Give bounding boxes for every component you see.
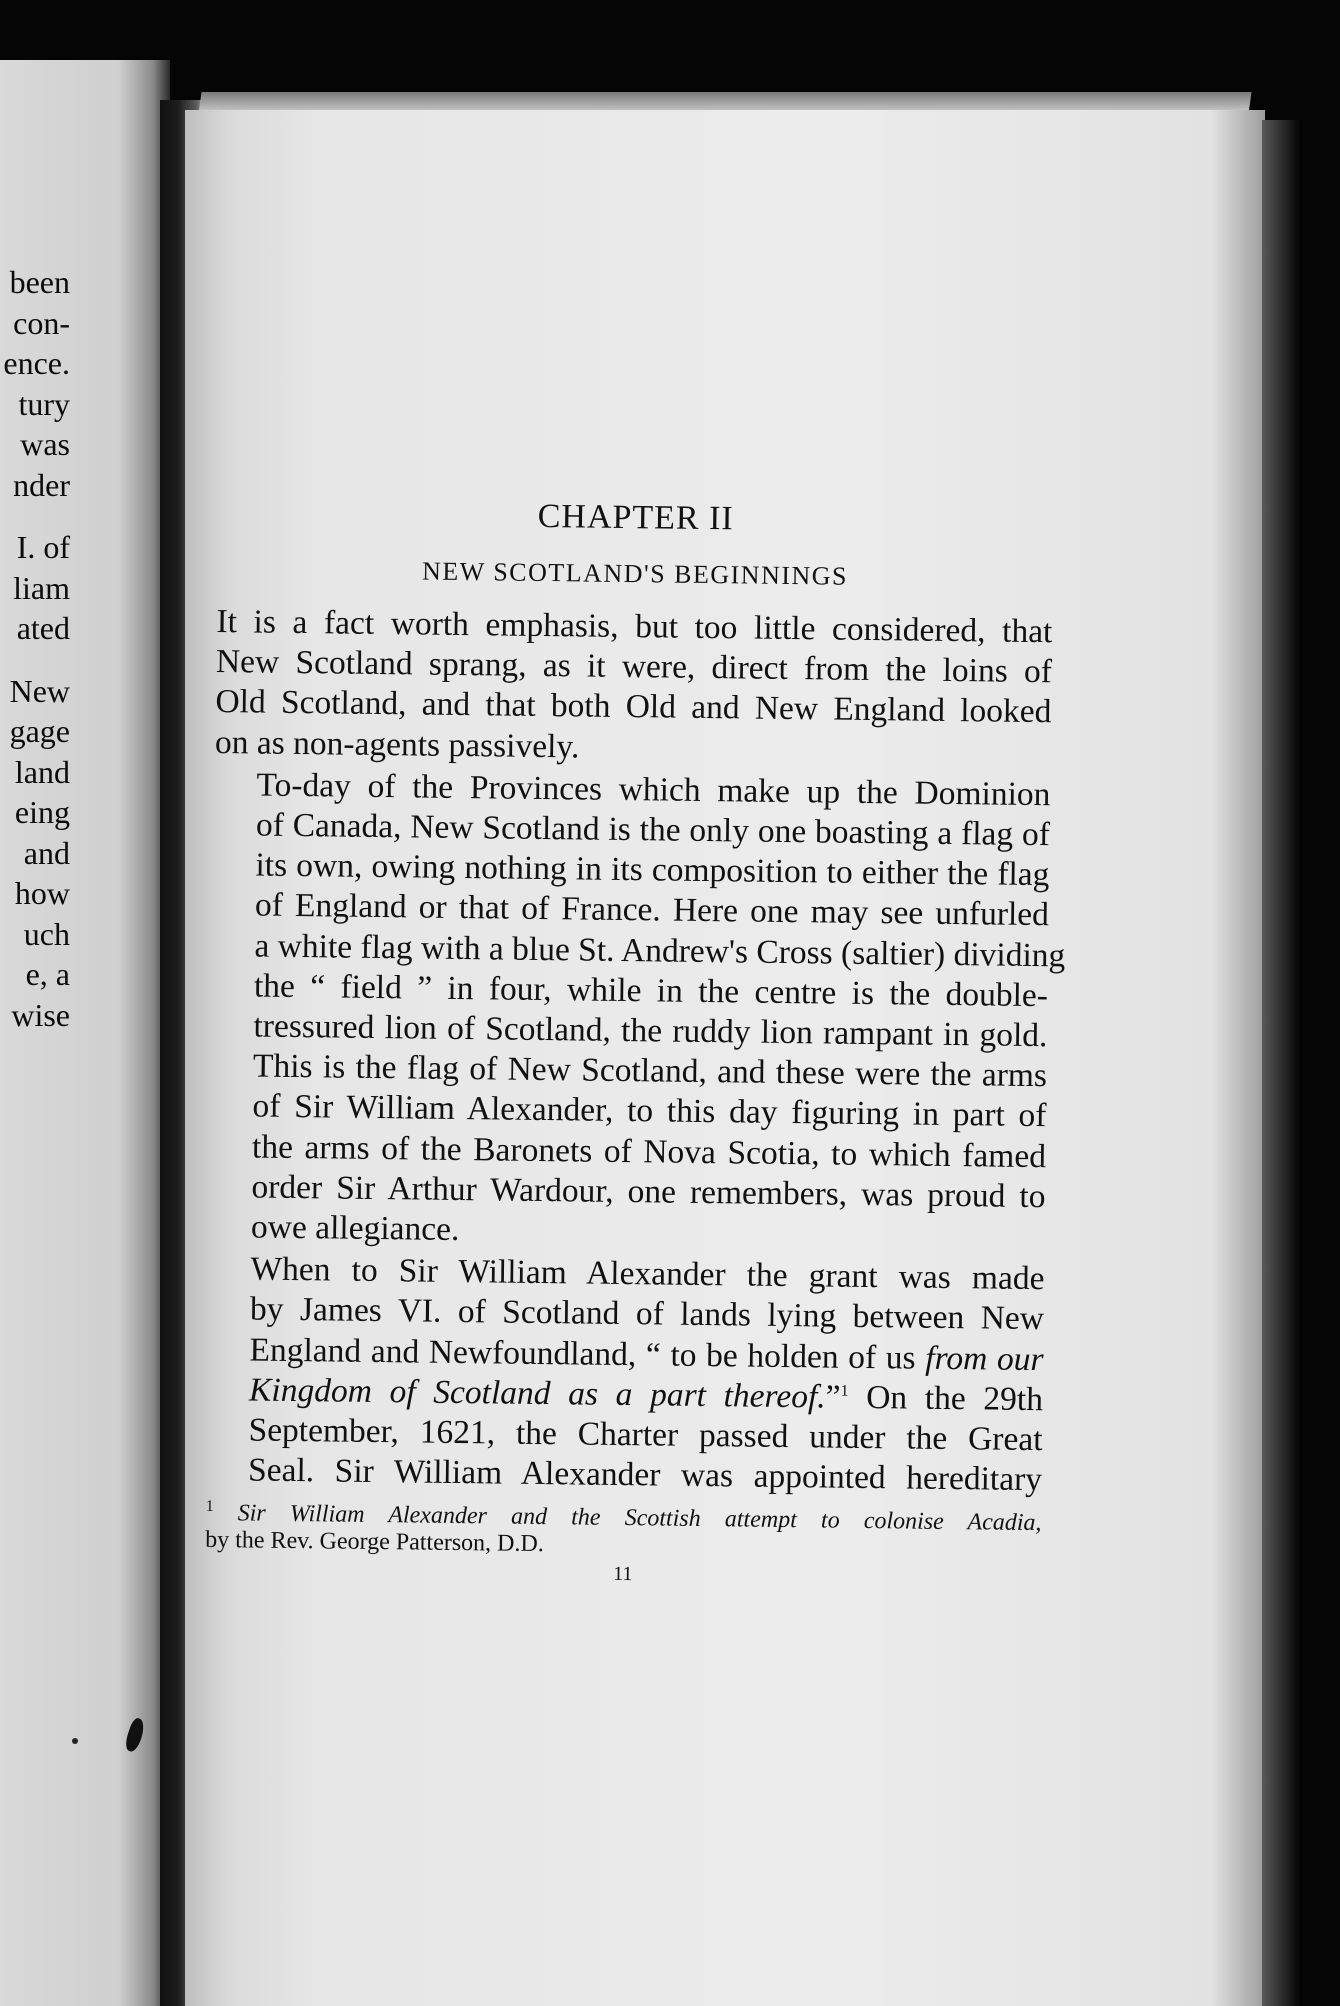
text-line: of Canada, New Scotland is the only one boasting a flag of: [255, 806, 1051, 854]
text-line: Old Scotland, and that both Old and New England looked: [215, 683, 1052, 731]
left-line: land: [14, 753, 70, 790]
left-line: New: [9, 672, 70, 709]
text-line: order Sir Arthur Wardour, one remembers, was proud to: [251, 1168, 1046, 1216]
chapter-title: CHAPTER II: [537, 497, 734, 538]
left-line-gap: [0, 505, 70, 527]
text-line: owe allegiance.: [250, 1208, 460, 1249]
left-line: been: [9, 264, 70, 300]
text-line: September, 1621, the Charter passed under the Great: [248, 1411, 1043, 1459]
page-content: [205, 494, 1066, 1592]
italic-fragment: from our: [925, 1339, 1044, 1378]
footnote-title: Sir William Alexander and the Scottish attempt to colonise Acadia,: [237, 1500, 1042, 1537]
text-line: Seal. Sir William Alexander was appointed hereditary: [247, 1451, 1043, 1499]
paragraph-2: [209, 765, 1066, 1258]
footnote-marker: 1: [205, 1498, 214, 1516]
text-line: tressured lion of Scotland, the ruddy lion rampant in gold.: [253, 1007, 1048, 1055]
text-line: of England or that of France. Here one may see unfurled: [254, 886, 1050, 934]
text-line: on as non-agents passively.: [214, 723, 580, 766]
left-line: gage: [9, 713, 70, 749]
footnote-line: by the Rev. George Patterson, D.D.: [205, 1527, 544, 1558]
footnote-ref: 1: [840, 1382, 849, 1400]
left-line: liam: [13, 569, 70, 606]
left-line: uch: [23, 915, 70, 952]
left-line: nder: [13, 466, 70, 503]
footnote: [205, 1500, 1042, 1564]
ink-dot: [72, 1738, 78, 1744]
close-quote: ”: [825, 1378, 841, 1416]
left-line: wise: [11, 996, 70, 1033]
left-line: was: [20, 426, 70, 462]
left-line: and: [23, 834, 70, 871]
text-line: by James VI. of Scotland of lands lying between New: [249, 1290, 1045, 1338]
page-number: 11: [613, 1563, 633, 1586]
text-line: the arms of the Baronets of Nova Scotia, to which famed: [251, 1128, 1047, 1175]
left-line-gap: [0, 649, 70, 671]
left-page-text: [0, 262, 70, 1035]
text-line: New Scotland sprang, as it were, direct from the loins of: [215, 643, 1053, 691]
text-line: a white flag with a blue St. Andrew's Cross (saltier) dividing: [254, 927, 1066, 975]
left-line: ated: [16, 610, 70, 646]
text-line: This is the flag of New Scotland, and these were the arms: [252, 1047, 1048, 1095]
paragraph-1: [215, 602, 1053, 773]
italic-fragment: Kingdom of Scotland as a part thereof.: [248, 1371, 826, 1416]
paragraph-3: [206, 1249, 1045, 1500]
left-line: e, a: [25, 956, 70, 992]
text-fragment: England and Newfoundland, “ to be holden of us: [249, 1331, 916, 1377]
left-line: ence.: [3, 345, 70, 381]
text-fragment: On the 29th: [865, 1378, 1044, 1419]
text-line: To-day of the Provinces which make up the Dominion: [256, 766, 1051, 814]
chapter-subtitle: NEW SCOTLAND'S BEGINNINGS: [421, 556, 849, 591]
left-line: how: [14, 875, 70, 911]
text-line: When to Sir William Alexander the grant was made: [250, 1250, 1045, 1298]
right-edge-shadow: [1262, 120, 1302, 2006]
left-line: I. of: [16, 529, 70, 565]
left-line: con-: [13, 304, 70, 341]
left-line: tury: [18, 385, 70, 422]
text-line: It is a fact worth emphasis, but too little considered, that: [216, 602, 1053, 651]
text-line: of Sir William Alexander, to this day figuring in part of: [252, 1087, 1047, 1135]
left-line: eing: [14, 794, 70, 830]
text-line: the “ field ” in four, while in the centre is the double-: [253, 967, 1049, 1015]
text-line: its own, owing nothing in its composition to either the flag: [255, 846, 1050, 894]
